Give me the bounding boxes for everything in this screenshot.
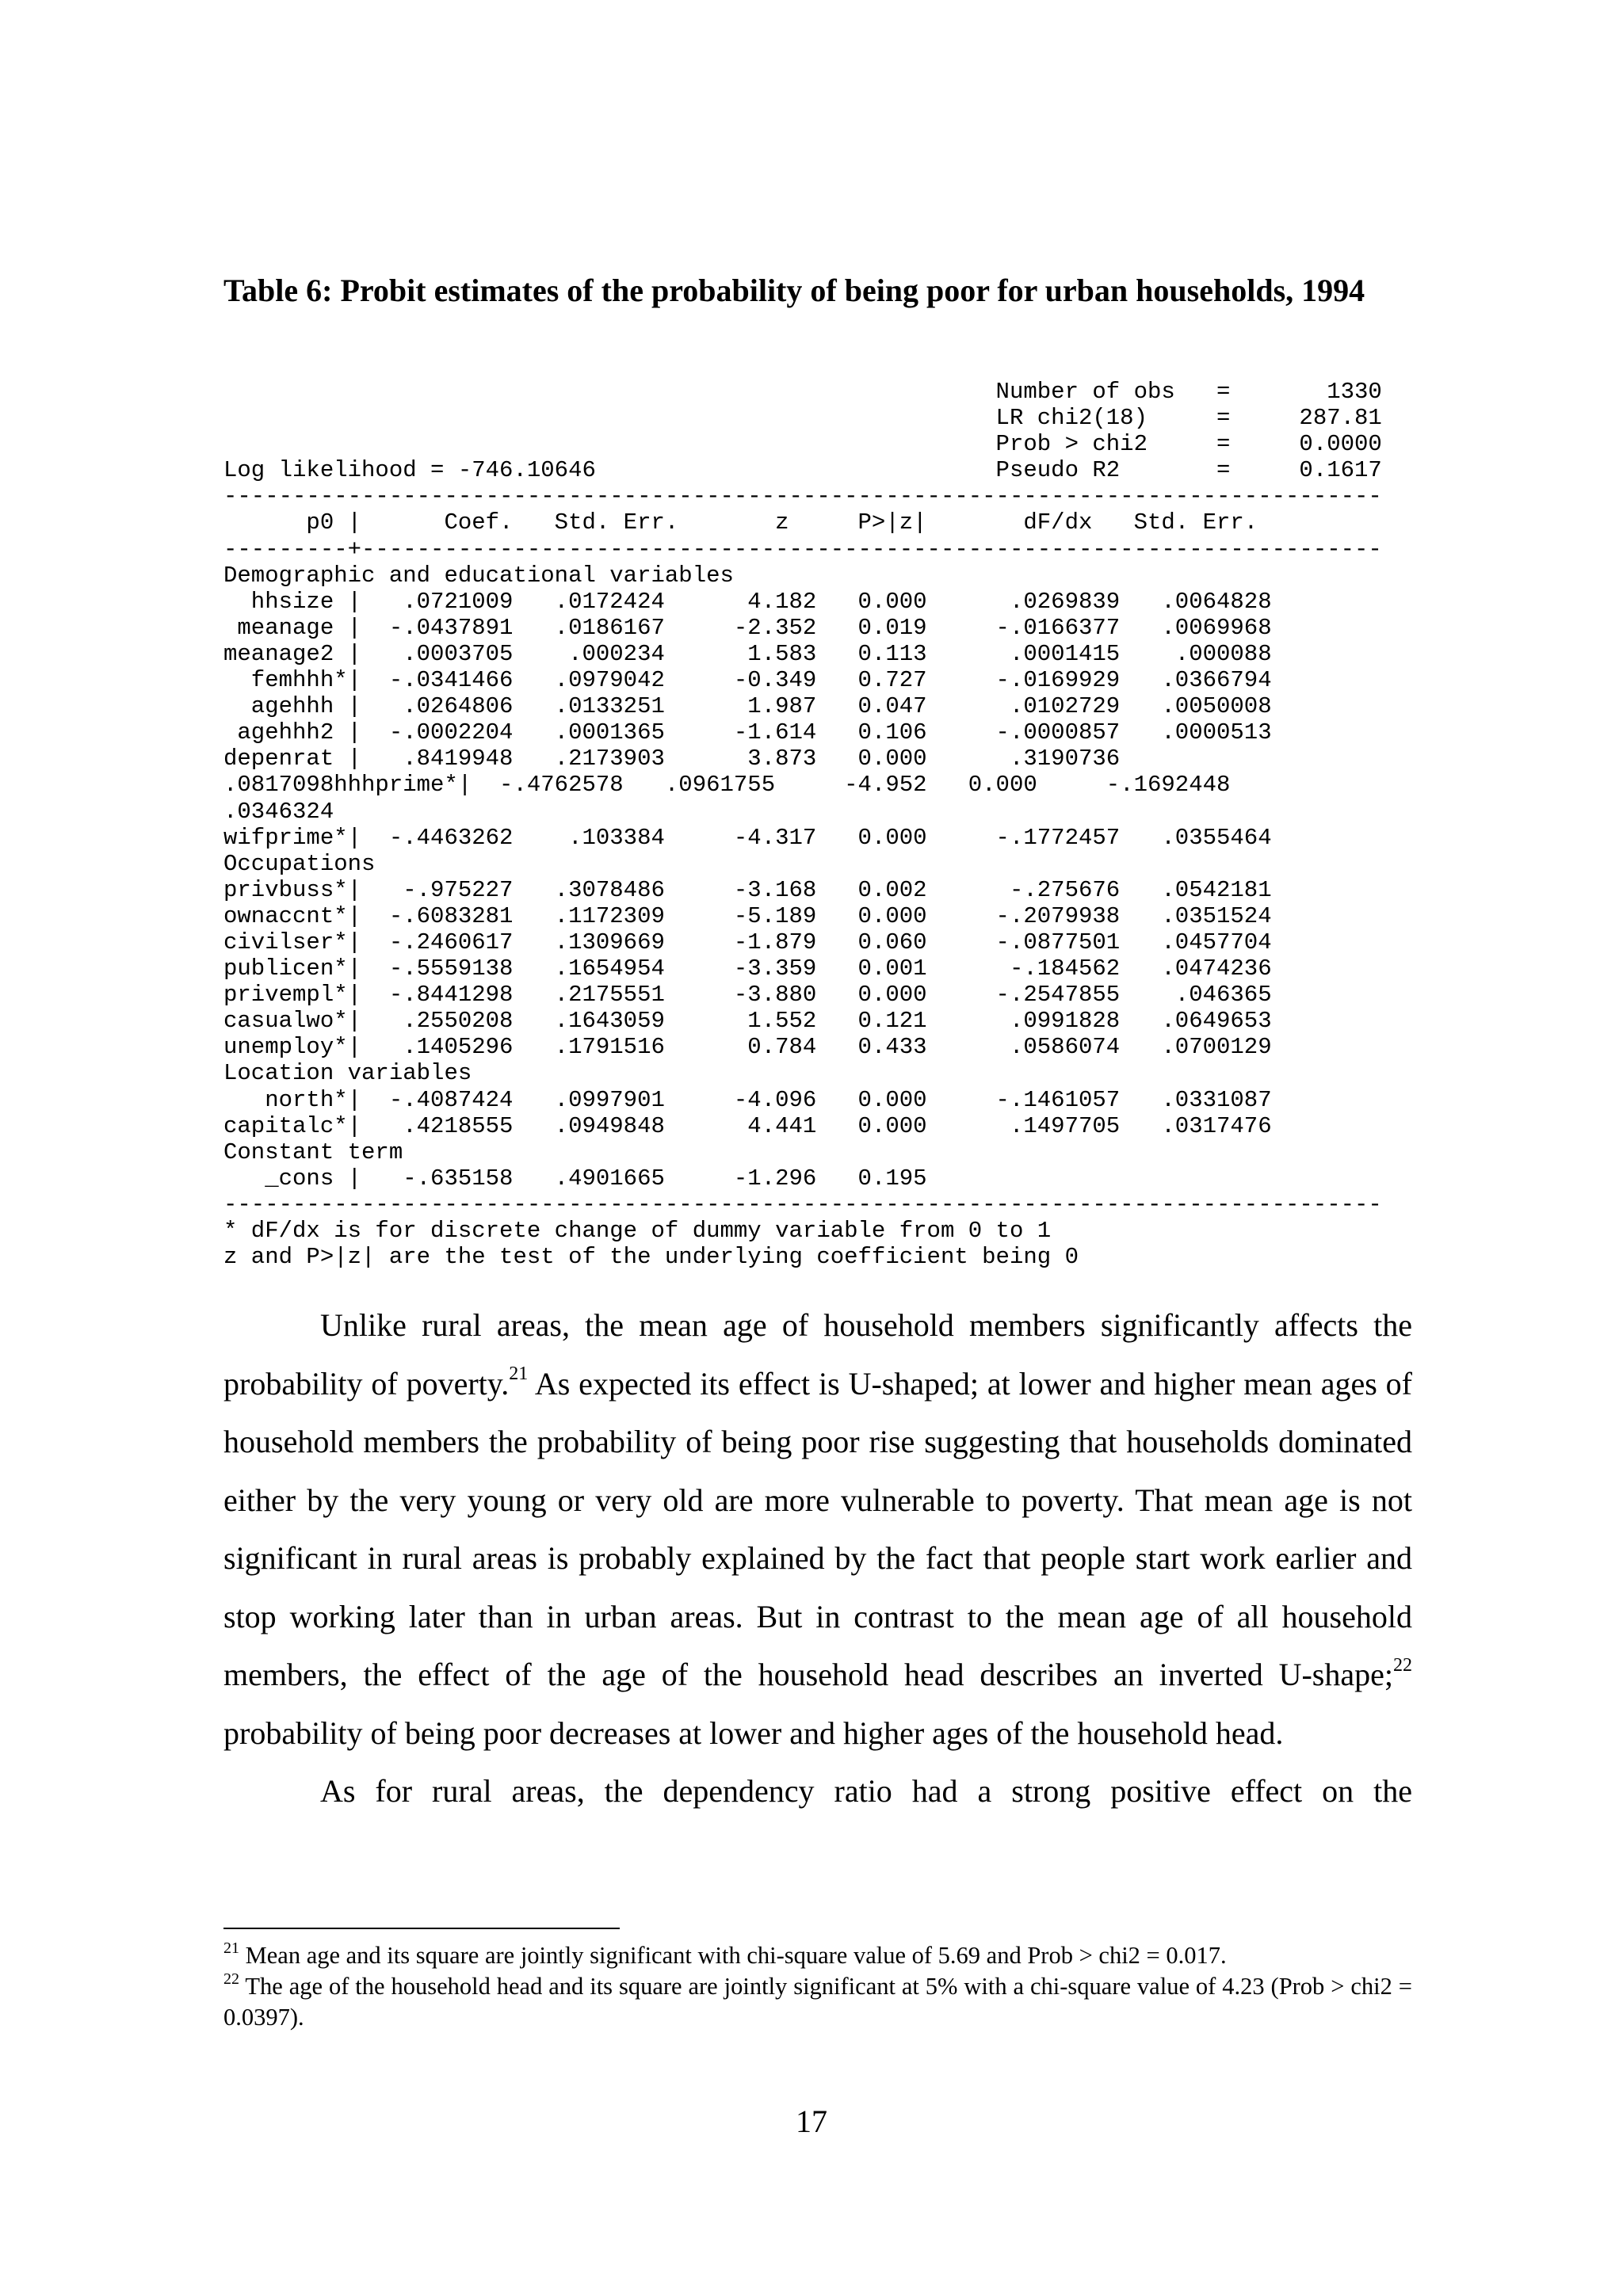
footnote bbox=[223, 1971, 1412, 2033]
output-line: depenrat | .8419948 .2173903 3.873 0.000 .3190736 bbox=[223, 746, 1121, 772]
output-line: privempl*| -.8441298 .2175551 -3.880 0.000 -.2547855 .046365 bbox=[223, 982, 1272, 1009]
output-line: ownaccnt*| -.6083281 .1172309 -5.189 0.000 -.2079938 .0351524 bbox=[223, 902, 1272, 929]
output-line: ---------+-------------------------------------------------------------------------- bbox=[223, 536, 1382, 563]
output-line: _cons | -.635158 .4901665 -1.296 0.195 bbox=[223, 1165, 927, 1192]
output-line: z and P>|z| are the test of the underlying coefficient being 0 bbox=[223, 1244, 1079, 1271]
output-line: hhsize | .0721009 .0172424 4.182 0.000 .0269839 .0064828 bbox=[223, 588, 1272, 615]
output-line: meanage | -.0437891 .0186167 -2.352 0.019 -.0166377 .0069968 bbox=[223, 614, 1272, 641]
footnote-marker: 21 bbox=[223, 1939, 239, 1957]
output-line: civilser*| -.2460617 .1309669 -1.879 0.060 -.0877501 .0457704 bbox=[223, 929, 1272, 955]
footnote bbox=[223, 1940, 1412, 1971]
paragraph-text: probability of being poor decreases at lower and higher ages of the household head. bbox=[223, 1714, 1284, 1751]
output-line: north*| -.4087424 .0997901 -4.096 0.000 -.1461057 .0331087 bbox=[223, 1086, 1272, 1113]
output-line: Demographic and educational variables bbox=[223, 562, 734, 589]
output-line: Location variables bbox=[223, 1060, 472, 1087]
output-line: capitalc*| .4218555 .0949848 4.441 0.000 .1497705 .0317476 bbox=[223, 1112, 1272, 1139]
output-line: ------------------------------------------------------------------------------------ bbox=[223, 483, 1382, 510]
output-line: Constant term bbox=[223, 1138, 403, 1165]
output-line: privbuss*| -.975227 .3078486 -3.168 0.002 -.275676 .0542181 bbox=[223, 876, 1272, 903]
output-line: wifprime*| -.4463262 .103384 -4.317 0.000 -.1772457 .0355464 bbox=[223, 824, 1272, 851]
output-line: agehhh2 | -.0002204 .0001365 -1.614 0.106 -.0000857 .0000513 bbox=[223, 719, 1272, 746]
footnote-ref: 22 bbox=[1393, 1654, 1412, 1676]
output-line: agehhh | .0264806 .0133251 1.987 0.047 .0102729 .0050008 bbox=[223, 693, 1272, 720]
output-line: unemploy*| .1405296 .1791516 0.784 0.433 .0586074 .0700129 bbox=[223, 1034, 1272, 1061]
paragraph: As for rural areas, the dependency ratio had a strong positive effect on the bbox=[320, 1773, 1412, 1809]
output-line: ------------------------------------------------------------------------------------ bbox=[223, 1191, 1382, 1218]
regression-output bbox=[223, 379, 1382, 1270]
footnotes bbox=[223, 1940, 1412, 2033]
table-title: Table 6: Probit estimates of the probability of being poor for urban households, 1994 bbox=[223, 273, 1365, 308]
paragraph bbox=[223, 1296, 1412, 1762]
output-line: .0346324 bbox=[223, 798, 334, 825]
output-line: .0817098hhhprime*| -.4762578 .0961755 -4.952 0.000 -.1692448 bbox=[223, 772, 1231, 799]
footnote-text: Mean age and its square are jointly significant with chi-square value of 5.69 and Prob > chi2 = 0.017. bbox=[239, 1942, 1227, 1969]
output-line: Log likelihood = -746.10646 Pseudo R2 = 0.1617 bbox=[223, 457, 1382, 484]
footnote-ref: 21 bbox=[509, 1363, 529, 1385]
output-line: meanage2 | .0003705 .000234 1.583 0.113 .0001415 .000088 bbox=[223, 640, 1272, 667]
paragraph-text: As expected its effect is U-shaped; at lower and higher mean ages of household members the probability of being poor rise suggesting that households dominated either by the very young or very old are more vulnerable to poverty. That mean age is not significant in rural areas is probably explained by the fact that people start work earlier and stop working later than in urban areas. But in contrast to the mean age of all household members, the effect of the age of the household head describes an inverted U-shape; bbox=[223, 1365, 1412, 1692]
output-line: publicen*| -.5559138 .1654954 -3.359 0.001 -.184562 .0474236 bbox=[223, 955, 1272, 982]
output-line: LR chi2(18) = 287.81 bbox=[223, 405, 1382, 432]
output-line: Occupations bbox=[223, 850, 376, 877]
output-line: femhhh*| -.0341466 .0979042 -0.349 0.727 -.0169929 .0366794 bbox=[223, 667, 1272, 694]
output-line: Prob > chi2 = 0.0000 bbox=[223, 431, 1382, 458]
paragraph-text: Unlike rural areas, the mean age of household members significantly affects the probability of poverty. bbox=[223, 1307, 1412, 1402]
output-line: * dF/dx is for discrete change of dummy variable from 0 to 1 bbox=[223, 1218, 1052, 1244]
output-line: p0 | Coef. Std. Err. z P>|z| dF/dx Std. Err. bbox=[223, 509, 1258, 536]
page-number: 17 bbox=[796, 2103, 827, 2139]
output-line: Number of obs = 1330 bbox=[223, 379, 1382, 405]
footnote-divider bbox=[223, 1928, 620, 1929]
body-text bbox=[223, 1296, 1412, 1821]
footnote-text: The age of the household head and its square are jointly significant at 5% with a chi-square value of 4.23 (Prob > chi2 = 0.0397). bbox=[223, 1973, 1412, 2031]
output-line: casualwo*| .2550208 .1643059 1.552 0.121 .0991828 .0649653 bbox=[223, 1008, 1272, 1035]
footnote-marker: 22 bbox=[223, 1970, 239, 1988]
